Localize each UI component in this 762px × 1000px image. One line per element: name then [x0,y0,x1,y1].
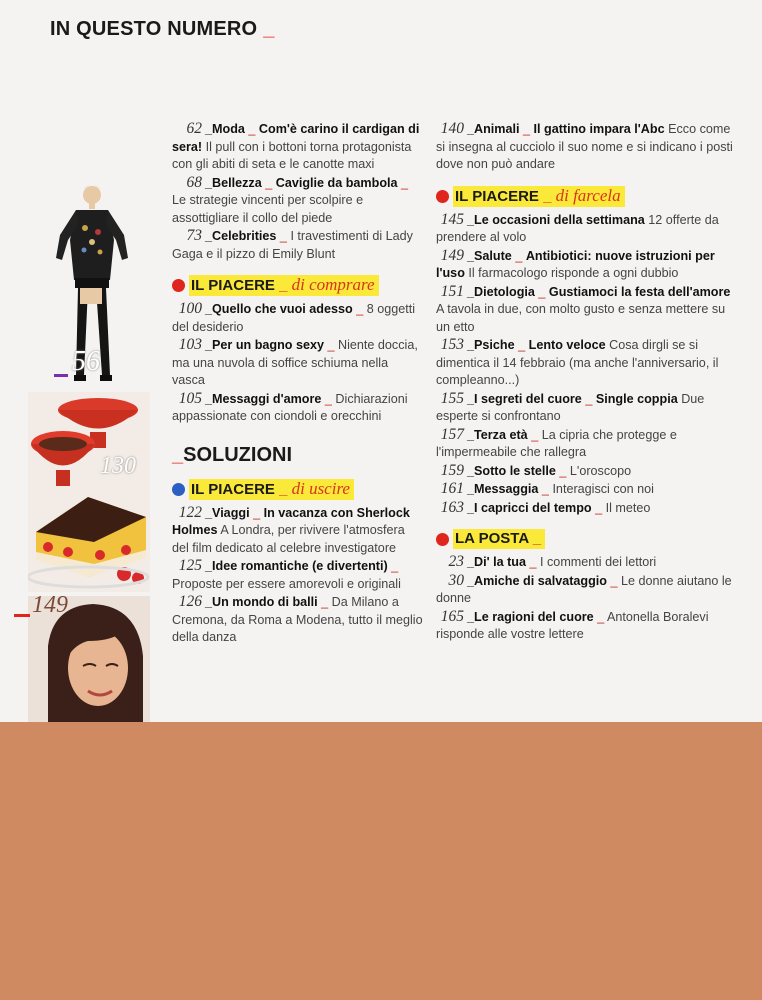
item-title: Dietologia [474,284,535,299]
item-desc: L'oroscopo [569,463,632,478]
section-label [189,479,354,500]
item-title: Di' la tua [474,555,526,569]
list-item[interactable]: 122 _Viaggi _ In vacanza con Sherlock Holmes A Londra, per rivivere l'atmosfera del film dedicato al celebre investigatore [172,503,410,555]
photo-page-label-149: 149 [32,592,68,618]
item-title: Idee romantiche (e divertenti) [212,559,388,573]
list-item[interactable]: 151 _Dietologia _ Gustiamoci la festa dell'amore A tavola in due, con molto gusto e senza mettere su un etto [436,282,731,334]
left-column [172,120,424,647]
page-number: 159 [440,461,464,479]
section-label-text: LA POSTA [455,530,529,547]
section-italic: di uscire [291,478,350,498]
page-number: 161 [440,480,464,497]
page-number: 73 [186,227,202,244]
section-label-text: IL PIACERE [191,480,275,498]
item-title: Per un bagno sexy [212,338,324,352]
item-title: Celebrities [212,229,277,243]
section-italic: di comprare [291,275,375,294]
item-desc: Interagisci con noi [552,482,654,496]
list-item[interactable]: 105 _Messaggi d'amore _ Dichiarazioni appassionate con ciondoli e orecchini [172,389,408,423]
item-title: Amiche di salvataggio [474,573,607,588]
item-desc: Il pull con i bottoni torna protagonista con gli abiti di seta e le canotte maxi [172,139,412,171]
list-item[interactable]: 103 _Per un bagno sexy _ Niente doccia, ma una nuvola di soffice schiuma nella vasca [172,336,418,387]
section-label [189,275,379,296]
dessert-icon [28,392,150,592]
section-sep: _ [543,187,552,205]
page-number: 151 [440,282,464,300]
item-title: Le ragioni del cuore [474,609,594,624]
page-number: 30 [448,571,464,589]
section-sep: _ [532,530,542,547]
section-sep: _ [279,480,288,498]
item-subtitle: Antibiotici: nuove istruzioni per l'uso [436,248,715,280]
item-subtitle: Il gattino impara l'Abc [533,122,665,136]
section-header-farcela [436,186,736,207]
item-title: Messaggi d'amore [212,391,322,406]
page-number: 163 [440,498,464,516]
section-bullet-icon [172,483,185,496]
page-number: 157 [440,425,464,443]
section-bullet-icon [436,533,449,546]
list-item[interactable]: 165 _Le ragioni del cuore _ Antonella Boralevi risponde alle vostre lettere [436,607,709,641]
list-item[interactable]: 159 _Sotto le stelle _ L'oroscopo [436,462,736,481]
item-desc: A tavola in due, con molto gusto e senza mettere su un etto [436,302,726,334]
section-header-uscire [172,479,424,500]
list-item[interactable]: 73 _Celebrities _ I travestimenti di Lady Gaga e il pizzo di Emily Blunt [172,227,413,261]
page-number: 149 [440,246,464,264]
section-label [453,186,625,207]
item-desc: Cosa dirgli se si dimentica il 14 febbraio (ma anche l'anniversario, il compleanno...) [436,338,719,387]
page-title [50,18,275,41]
list-item[interactable]: 100 _Quello che vuoi adesso _ 8 oggetti del desiderio [172,300,416,334]
item-desc: Da Milano a Cremona, da Roma a Modena, tutto il meglio della danza [172,595,423,644]
item-desc: Proposte per essere amorevoli e originali [172,576,401,591]
item-desc: Dichiarazioni appassionate con ciondoli e orecchini [172,391,408,423]
item-title: Sotto le stelle [474,463,556,478]
item-title: Viaggi [212,505,250,520]
item-subtitle: Single coppia [595,391,678,406]
page-number: 23 [448,553,464,570]
item-title: I segreti del cuore [474,391,582,406]
page-number: 155 [440,389,464,407]
list-item[interactable]: 163 _I capricci del tempo _ Il meteo [436,499,736,518]
page-number: 165 [440,607,464,625]
title-dash: _ [263,18,275,40]
list-item[interactable]: 149 _Salute _ Antibiotici: nuove istruzioni per l'uso Il farmacologo risponde a ogni dubbio [436,246,715,280]
photo-dessert[interactable] [28,392,150,592]
item-desc: A Londra, per rivivere l'atmosfera del film dedicato al celebre investigatore [172,523,405,555]
list-item[interactable]: 161 _Messaggia _ Interagisci con noi [436,480,736,499]
list-item[interactable]: 145 _Le occasioni della settimana 12 offerte da prendere al volo [436,210,719,244]
list-item[interactable]: 153 _Psiche _ Lento veloce Cosa dirgli se si dimentica il 14 febbraio (ma anche l'anniversario, il compleanno...) [436,336,719,387]
page-number: 153 [440,336,464,353]
page-number: 145 [440,210,464,228]
list-item[interactable]: 30 _Amiche di salvataggio _ Le donne aiutano le donne [436,571,732,605]
right-column [436,120,736,644]
photo-page-label-130: 130 [100,453,136,479]
page-number: 125 [178,557,202,574]
item-title: I capricci del tempo [474,500,592,515]
section-bullet-icon [172,279,185,292]
page-number: 140 [440,120,464,137]
section-header-posta [436,529,736,549]
item-title: Moda [212,122,245,136]
list-item[interactable]: 155 _I segreti del cuore _ Single coppia Due esperte si confrontano [436,389,705,423]
soluzioni-label: SOLUZIONI [183,443,293,466]
item-subtitle: Gustiamoci la festa dell'amore [548,284,731,299]
item-subtitle: Caviglie da bambola [275,175,398,190]
page-number: 122 [178,503,202,521]
section-label-text: IL PIACERE [455,187,539,205]
section-italic: di farcela [555,185,621,205]
page-number: 100 [178,300,202,317]
list-item[interactable]: 23 _Di' la tua _ I commenti dei lettori [436,553,736,572]
item-subtitle: In vacanza con Sherlock Holmes [172,505,410,537]
item-title: Psiche [474,338,515,352]
item-desc: Il meteo [605,500,651,515]
section-bullet-icon [436,190,449,203]
item-desc: La cipria che protegge e l'impermeabile che rallegra [436,427,677,459]
list-item[interactable]: 140 _Animali _ Il gattino impara l'Abc Ecco come si insegna al cucciolo il suo nome e si indicano i posti dove non può andare [436,120,733,171]
soluzioni-heading [172,444,424,467]
item-title: Bellezza [212,175,262,190]
item-title: Un mondo di balli [212,595,318,609]
photo-tick-56 [54,374,68,377]
bottom-band [0,722,762,1000]
item-desc: Le donne aiutano le donne [436,573,732,605]
item-desc: Due esperte si confrontano [436,391,705,423]
item-desc: 12 offerte da prendere al volo [436,212,719,244]
page-number: 105 [178,389,202,407]
list-item[interactable]: 68 _Bellezza _ Caviglie da bambola _ Le strategie vincenti per scolpire e assottigliare il collo del piede [172,173,409,225]
item-title: Messaggia [474,482,539,496]
page-number: 126 [178,593,202,610]
item-title: Salute [474,248,512,263]
item-subtitle: Com'è carino il cardigan di sera! [172,122,420,154]
item-title: Terza età [474,427,528,442]
page-title-text: IN QUESTO NUMERO [50,18,258,40]
list-item[interactable]: 62 _Moda _ Com'è carino il cardigan di sera! Il pull con i bottoni torna protagonista con gli abiti di seta e le canotte maxi [172,120,420,171]
section-label-text: IL PIACERE [191,277,275,294]
item-title: Animali [474,122,520,136]
item-subtitle: Lento veloce [528,338,606,352]
item-desc: I travestimenti di Lady Gaga e il pizzo di Emily Blunt [172,229,413,261]
item-desc: Niente doccia, ma una nuvola di soffice schiuma nella vasca [172,338,418,387]
photo-page-label-56: 56 [72,346,100,377]
page-number: 68 [186,173,202,191]
list-item[interactable]: 126 _Un mondo di balli _ Da Milano a Cremona, da Roma a Modena, tutto il meglio della danza [172,593,423,644]
soluzioni-prefix: _ [172,443,184,466]
item-desc: Antonella Boralevi risponde alle vostre lettere [436,609,709,641]
photo-tick-149 [14,614,30,617]
item-desc: Le strategie vincenti per scolpire e assottigliare il collo del piede [172,193,364,225]
page-number: 62 [186,120,202,137]
section-sep: _ [279,277,288,294]
item-title: Quello che vuoi adesso [212,302,353,316]
item-desc: Il farmacologo risponde a ogni dubbio [468,266,679,280]
section-header-comprare [172,275,424,296]
item-desc: I commenti dei lettori [540,555,657,569]
item-desc: Ecco come si insegna al cucciolo il suo nome e si indicano i posti dove non può andare [436,122,733,171]
item-title: Le occasioni della settimana [474,212,645,227]
list-item[interactable]: 125 _Idee romantiche (e divertenti) _ Proposte per essere amorevoli e originali [172,557,401,591]
page-number: 103 [178,336,202,353]
section-label [453,529,545,549]
list-item[interactable]: 157 _Terza età _ La cipria che protegge e l'impermeabile che rallegra [436,425,677,459]
item-desc: 8 oggetti del desiderio [172,302,416,334]
